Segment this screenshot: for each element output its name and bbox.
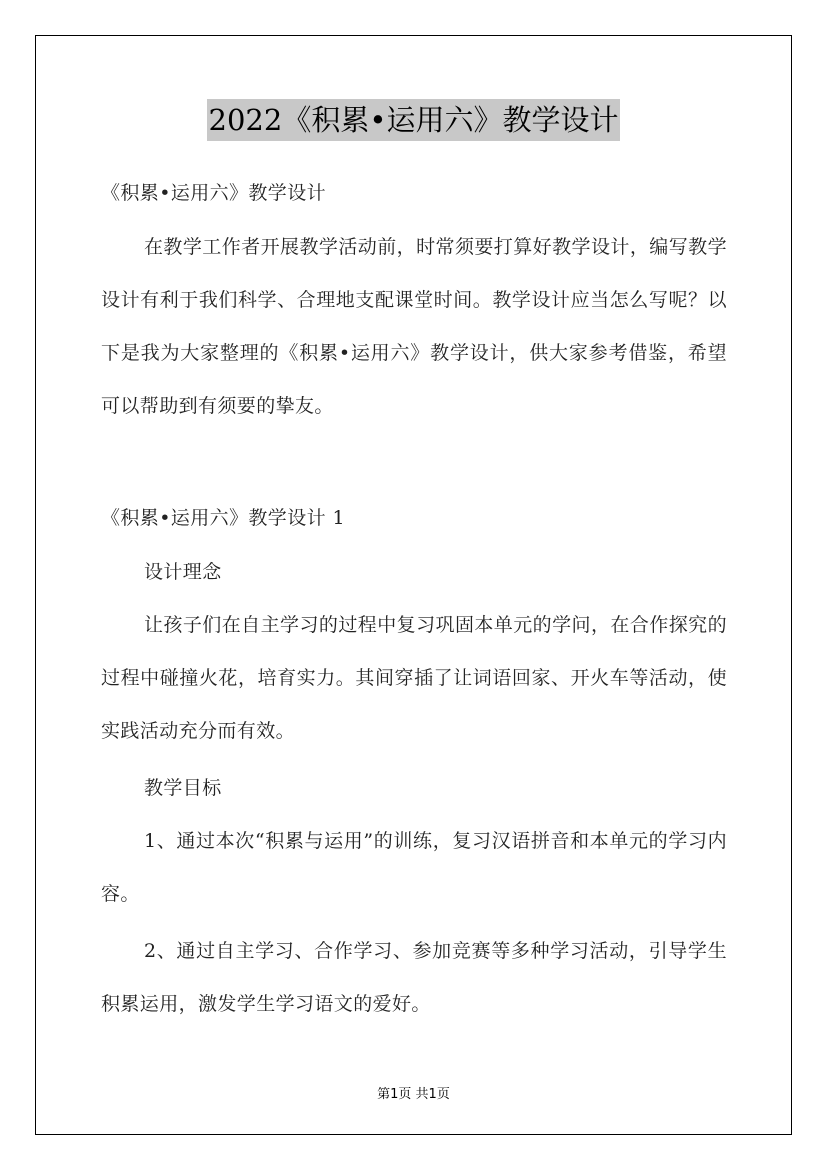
objective-item-2: 2、通过自主学习、合作学习、参加竞赛等多种学习活动，引导学生积累运用，激发学生学习语文的爱好。 — [101, 940, 727, 1015]
document-subtitle: 《积累•运用六》教学设计 — [101, 182, 327, 204]
document-title-text: 2022《积累•运用六》教学设计 — [207, 99, 621, 141]
intro-paragraph: 在教学工作者开展教学活动前，时常须要打算好教学设计，编写教学设计有利于我们科学、合理地支配课堂时间。教学设计应当怎么写呢？以下是我为大家整理的《积累•运用六》教学设计，供大家参考借鉴，希望可以帮助到有须要的挚友。 — [101, 236, 727, 417]
document-title — [0, 99, 827, 141]
page-number: 第1页 共1页 — [377, 1087, 450, 1102]
section-title: 《积累•运用六》教学设计 1 — [101, 507, 345, 529]
design-concept-heading: 设计理念 — [144, 561, 222, 583]
design-concept-paragraph: 让孩子们在自主学习的过程中复习巩固本单元的学问，在合作探究的过程中碰撞火花，培育实力。其间穿插了让词语回家、开火车等活动，使实践活动充分而有效。 — [101, 614, 727, 742]
objectives-heading: 教学目标 — [144, 777, 222, 799]
objective-item-1: 1、通过本次“积累与运用”的训练，复习汉语拼音和本单元的学习内容。 — [101, 830, 727, 905]
